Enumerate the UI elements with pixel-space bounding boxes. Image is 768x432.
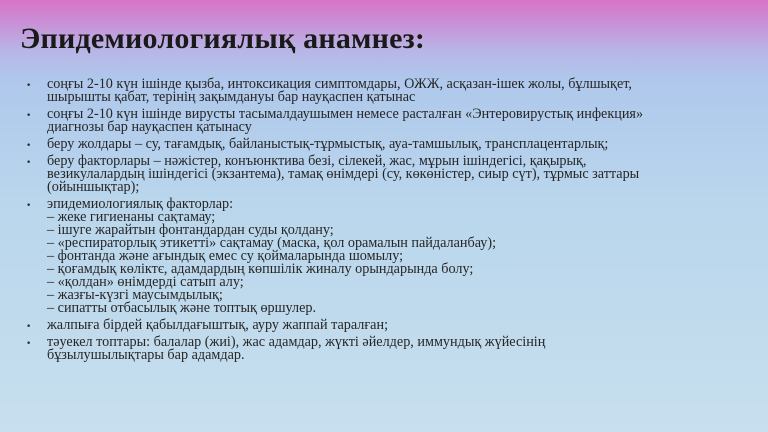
bullet-text-line: – сипатты отбасылық және топтық өршулер. xyxy=(47,300,317,316)
bullet-dot-icon: • xyxy=(26,201,32,211)
bullet-item xyxy=(20,319,750,332)
bullet-dot-icon: • xyxy=(26,322,32,332)
bullet-text-line: – фонтанда және ағындық емес су қоймаларында шомылу; xyxy=(47,248,404,264)
bullet-item xyxy=(20,138,750,151)
bullet-text-line: эпидемиологиялық факторлар: xyxy=(47,196,234,212)
bullet-item xyxy=(20,78,750,104)
bullet-text-line: (ойыншықтар); xyxy=(47,179,140,195)
bullet-text-line: жалпыға бірдей қабылдағыштық, ауру жаппай таралған; xyxy=(47,317,389,333)
bullet-text-line: везикулалардың ішіндегісі (экзантема), тамақ өнімдері (су, көкөністер, сиыр сүт), тұрмыс заттары xyxy=(47,166,640,182)
bullet-text-line: – «қолдан» өнімдерді сатып алу; xyxy=(47,274,244,290)
bullet-text-line: беру жолдары – су, тағамдық, байланыстық-тұрмыстық, ауа-тамшылық, трансплацентарлық; xyxy=(47,136,609,152)
bullet-item xyxy=(20,108,750,134)
bullet-text-line: бұзылушылықтары бар адамдар. xyxy=(47,347,245,363)
bullet-text-line: шырышты қабат, терінің зақымдануы бар науқаспен қатынас xyxy=(47,89,416,105)
bullet-text-line: – қоғамдық көліктє, адамдардың көпшілік жиналу орындарында болу; xyxy=(47,261,474,277)
bullet-text-line: – «респираторлық этикетті» сақтамау (маска, қол орамалын пайдаланбау); xyxy=(47,235,497,251)
bullet-text-line: беру факторлары – нәжістер, конъюнктива безі, сілекей, жас, мұрын ішіндегісі, қақырық, xyxy=(47,153,587,169)
bullet-dot-icon: • xyxy=(26,141,32,151)
bullet-text-line: тәуекел топтары: балалар (жиі), жас адамдар, жүкті әйелдер, иммундық жүйесінің xyxy=(47,334,546,350)
bullet-item xyxy=(20,198,750,315)
bullet-item xyxy=(20,336,750,362)
bullet-list xyxy=(20,78,750,366)
bullet-dot-icon: • xyxy=(26,158,32,168)
bullet-dot-icon: • xyxy=(26,339,32,349)
bullet-text-line: диагнозы бар науқаспен қатынасу xyxy=(47,119,252,135)
slide-title: Эпидемиологиялық анамнез: xyxy=(20,22,426,55)
bullet-text-line: соңғы 2-10 күн ішінде қызба, интоксикация симптомдары, ОЖЖ, асқазан-ішек жолы, бұлшықет, xyxy=(47,76,632,92)
bullet-text-line: – жазғы-күзгі маусымдылық; xyxy=(47,287,223,303)
bullet-item xyxy=(20,155,750,194)
bullet-text-line: – жеке гигиенаны сақтамау; xyxy=(47,209,216,225)
bullet-dot-icon: • xyxy=(26,81,32,91)
bullet-text-line: – ішуге жарайтын фонтандардан суды қолдану; xyxy=(47,222,334,238)
bullet-dot-icon: • xyxy=(26,111,32,121)
bullet-text-line: соңғы 2-10 күн ішінде вирусты тасымалдаушымен немесе расталған «Энтеровирустық инфекция» xyxy=(47,106,644,122)
